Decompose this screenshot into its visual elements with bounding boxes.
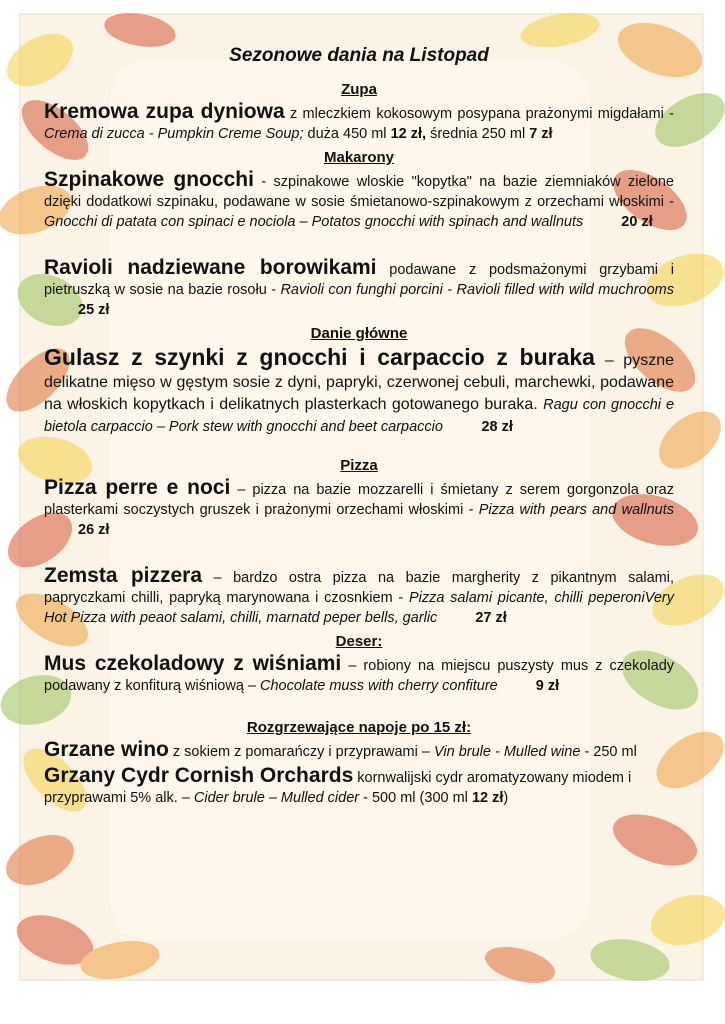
- dish-translation: Vin brule - Mulled wine: [433, 744, 581, 760]
- dish-translation: Ragu con gnocchi e bietola carpaccio – Pork stew with gnocchi and beet carpaccio: [44, 397, 675, 435]
- dish-description: podawane z podsmażonymi grzybami i pietruszką w sosie na bazie rosołu -: [44, 262, 674, 298]
- dish-translation: Pizza salami picante, chilli peperoniVery Hot Pizza with peaot salami, chilli, marnatd peper bells, garlic: [44, 590, 674, 626]
- dish-price: 20 zł: [621, 214, 653, 230]
- dish-size: duża 450 ml: [307, 126, 387, 142]
- section-heading-zupa: Zupa: [341, 81, 377, 98]
- dish-size: - 500 ml (300 ml: [363, 790, 468, 806]
- section-heading-deser: Deser:: [335, 633, 383, 650]
- dish-size: - 250 ml: [584, 744, 637, 760]
- dish-name: Szpinakowe gnocchi: [44, 168, 254, 191]
- dish-price: 27 zł: [475, 610, 507, 626]
- menu-item-pizza-perre: [44, 478, 674, 540]
- menu-item-ravioli: [44, 258, 674, 320]
- dish-name: Pizza perre e noci: [44, 476, 231, 499]
- dish-price: 12 zł: [471, 790, 504, 806]
- dish-translation: Gnocchi di patata con spinaci e nociola – Potatos gnocchi with spinach and wallnuts: [44, 214, 584, 230]
- dish-translation: Chocolate muss with cherry confiture: [260, 678, 498, 694]
- dish-description: – robiony na miejscu puszysty mus z czekolady podawany z konfiturą wiśniową –: [44, 658, 675, 694]
- menu-item-gulasz: [44, 346, 674, 438]
- menu-title: Sezonowe dania na Listopad: [229, 45, 489, 66]
- dish-name: Zemsta pizzera: [44, 564, 203, 587]
- dish-price: 28 zł: [481, 419, 513, 435]
- dish-price: 12 zł,: [390, 126, 427, 142]
- section-heading-pizza: Pizza: [340, 457, 378, 474]
- dish-name: Grzane wino: [44, 738, 169, 761]
- dish-description: z mleczkiem kokosowym posypana prażonymi migdałami -: [289, 106, 675, 122]
- dish-size: średnia 250 ml: [430, 126, 526, 142]
- menu-item-grzany-cydr: [44, 766, 674, 808]
- dish-name: Grzany Cydr Cornish Orchards: [44, 764, 354, 787]
- menu-item-mus: [44, 654, 674, 696]
- dish-translation: Ravioli con funghi porcini - Ravioli filled with wild muchrooms: [280, 282, 674, 298]
- dish-description: – pyszne delikatne mięso w gęstym sosie z dyni, papryki, czerwonej cebuli, marchewki, podawane na włoskich kopytkach i delikatnych plasterkach gotowanego buraka.: [44, 352, 675, 413]
- section-heading-makarony: Makarony: [323, 149, 395, 166]
- dish-price: 25 zł: [78, 302, 110, 318]
- dish-name: Kremowa zupa dyniowa: [44, 100, 285, 123]
- dish-description: - szpinakowe wloskie "kopytka" na bazie ziemniaków zielone dzięki dodatkowi szpinaku, podawane w sosie śmietanowo-szpinakowym z orzechami włoskimi -: [44, 174, 674, 210]
- dish-description: kornwalijski cydr aromatyzowany miodem i przyprawami 5% alk. –: [44, 770, 632, 806]
- section-heading-napoje: Rozgrzewające napoje po 15 zł:: [246, 719, 472, 736]
- dish-price: 9 zł: [535, 678, 560, 694]
- dish-name: Ravioli nadziewane borowikami: [44, 256, 377, 279]
- dish-description: – pizza na bazie mozzarelli i śmietany z serem gorgonzola oraz plasterkami soczystych gruszek i prażonymi orzechami włoskimi -: [44, 482, 674, 518]
- menu-item-zupa: [44, 102, 674, 144]
- dish-price: 7 zł: [529, 126, 553, 142]
- menu-item-gnocchi: [44, 170, 674, 232]
- dish-translation: Cider brule – Mulled cider: [193, 790, 360, 806]
- dish-name: Gulasz z szynki z gnocchi i carpaccio z buraka: [44, 344, 595, 370]
- section-heading-danie-glowne: Danie główne: [310, 325, 408, 342]
- menu-item-zemsta-pizzera: [44, 566, 674, 628]
- dish-price: 26 zł: [78, 522, 110, 538]
- dish-translation: Pizza with pears and wallnuts: [478, 502, 674, 518]
- dish-translation: Crema di zucca - Pumpkin Creme Soup;: [44, 126, 304, 142]
- dish-size-close: ): [503, 790, 509, 806]
- menu-item-grzane-wino: [44, 740, 674, 762]
- dish-description: – bardzo ostra pizza na bazie margherity z pikantnym salami, papryczkami chilli, papryką marynowana i czosnkiem -: [44, 570, 675, 606]
- dish-description: z sokiem z pomarańczy i przyprawami –: [172, 744, 430, 760]
- menu-page: [44, 40, 674, 812]
- dish-name: Mus czekoladowy z wiśniami: [44, 652, 342, 675]
